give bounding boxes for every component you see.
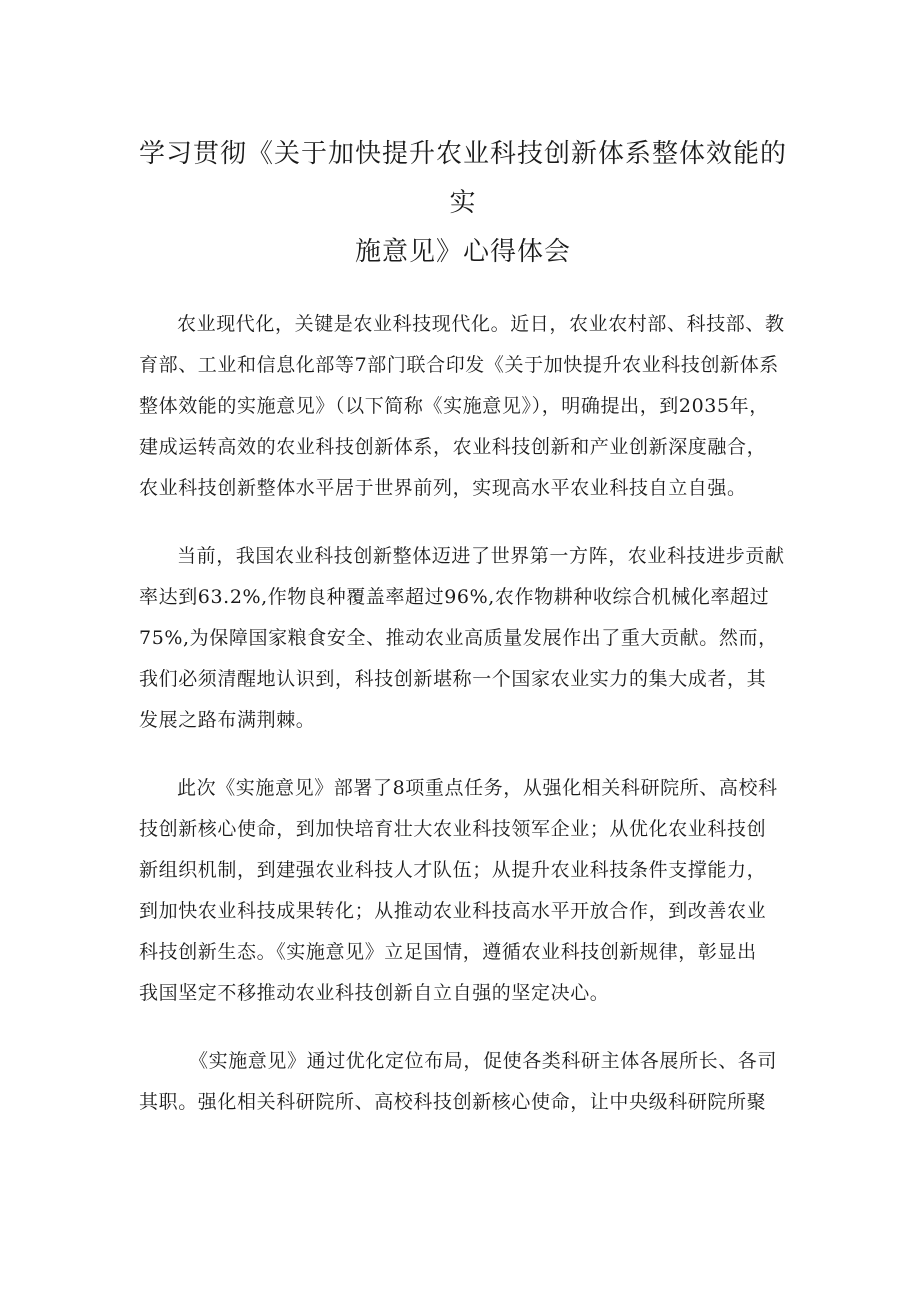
paragraph-4 [139,1041,787,1123]
paragraph-3 [139,768,787,1014]
paragraph-1 [139,304,787,509]
paragraph-line: 到加快农业科技成果转化；从推动农业科技高水平开放合作，到改善农业 [139,900,767,922]
paragraph-line: 此次《实施意见》部署了8项重点任务，从强化相关科研院所、高校科 [177,777,778,799]
paragraph-line: 农业现代化，关键是农业科技现代化。近日，农业农村部、科技部、教 [177,313,785,335]
document-title [139,130,787,277]
paragraph-line: 科技创新生态。《实施意见》立足国情，遵循农业科技创新规律，彰显出 [139,941,757,963]
paragraph-line: 发展之路布满荆棘。 [139,709,316,731]
paragraph-line: 新组织机制，到建强农业科技人才队伍；从提升农业科技条件支撑能力， [139,859,767,881]
paragraph-line: 我国坚定不移推动农业科技创新自立自强的坚定决心。 [139,982,610,1004]
paragraph-line: 其职。强化相关科研院所、高校科技创新核心使命，让中央级科研院所聚 [139,1091,767,1113]
paragraph-line: 《实施意见》通过优化定位布局，促使各类科研主体各展所长、各司 [189,1050,778,1072]
paragraph-line: 建成运转高效的农业科技创新体系，农业科技创新和产业创新深度融合， [139,436,767,458]
title-line: 学习贯彻《关于加快提升农业科技创新体系整体效能的实 [139,139,788,218]
title-line: 施意见》心得体会 [354,237,571,267]
paragraph-line: 农业科技创新整体水平居于世界前列，实现高水平农业科技自立自强。 [139,477,747,499]
paragraph-line: 技创新核心使命，到加快培育壮大农业科技领军企业；从优化农业科技创 [139,818,767,840]
paragraph-line: 当前，我国农业科技创新整体迈进了世界第一方阵，农业科技进步贡献 [177,545,785,567]
paragraph-line: 整体效能的实施意见》（以下简称《实施意见》），明确提出，到2035年， [139,395,769,417]
paragraph-2 [139,536,787,741]
paragraph-line: 75%,为保障国家粮食安全、推动农业高质量发展作出了重大贡献。然而， [139,627,778,649]
paragraph-line: 我们必须清醒地认识到，科技创新堪称一个国家农业实力的集大成者，其 [139,668,767,690]
paragraph-line: 育部、工业和信息化部等7部门联合印发《关于加快提升农业科技创新体系 [139,354,779,376]
paragraph-line: 率达到63.2%,作物良种覆盖率超过96%,农作物耕种收综合机械化率超过 [139,586,770,608]
